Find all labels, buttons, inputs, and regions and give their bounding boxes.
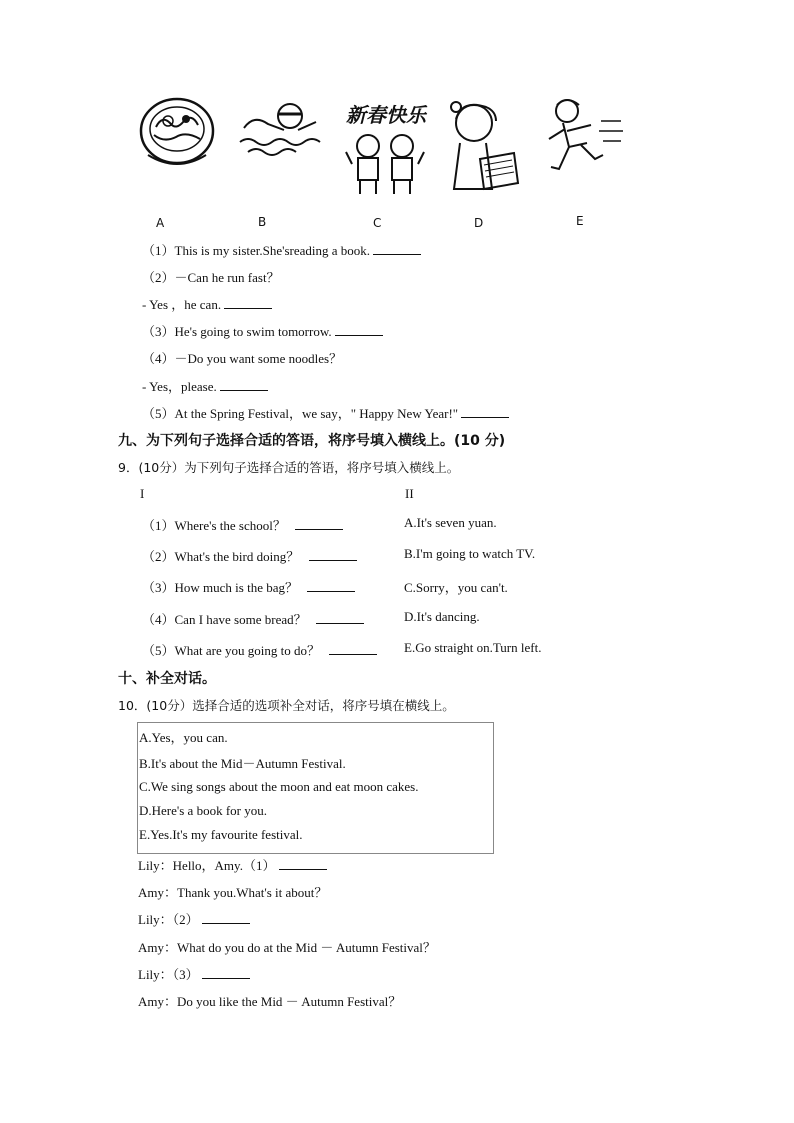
- boy-running-icon: [545, 97, 627, 179]
- dialogue-option: C.We sing songs about the moon and eat moon cakes.: [139, 779, 419, 794]
- answer-blank[interactable]: [373, 242, 421, 255]
- section-9-intro: 9．(10分）为下列句子选择合适的答语，将序号填入横线上。: [118, 460, 460, 475]
- section-10-intro: 10．(10分）选择合适的选项补全对话，将序号填在横线上。: [118, 698, 455, 713]
- question-2b: [142, 294, 272, 313]
- answer-blank[interactable]: [316, 611, 364, 624]
- dialogue-line: [138, 964, 250, 983]
- answer-blank[interactable]: [309, 548, 357, 561]
- answer-blank[interactable]: [461, 405, 509, 418]
- dialogue-option: E.Yes.It's my favourite festival.: [139, 827, 303, 842]
- picture-label-a: A: [156, 216, 165, 230]
- question-3-text: （3）He's going to swim tomorrow.: [142, 324, 332, 339]
- dialogue-line: [138, 991, 401, 1010]
- question-4b: [142, 376, 268, 395]
- answer-blank[interactable]: [224, 296, 272, 309]
- match-question: [142, 577, 355, 596]
- answer-blank[interactable]: [307, 579, 355, 592]
- answer-blank[interactable]: [202, 966, 250, 979]
- question-3: [142, 321, 383, 340]
- answer-blank[interactable]: [335, 323, 383, 336]
- answer-blank[interactable]: [279, 857, 327, 870]
- match-answer: E.Go straight on.Turn left.: [404, 640, 542, 655]
- section-9-heading: 九、为下列句子选择合适的答语，将序号填入横线上。(10 分): [118, 433, 506, 449]
- match-question: [142, 609, 364, 628]
- picture-label-b: B: [258, 215, 267, 229]
- match-question-text: （2）What's the bird doing？: [142, 549, 300, 564]
- column-2-label: II: [405, 486, 414, 501]
- swimmer-icon: [238, 100, 324, 162]
- match-question-text: （1）Where's the school？: [142, 518, 286, 533]
- question-5: [142, 403, 509, 422]
- dialogue-line-text: Amy：Thank you.What's it about？: [138, 885, 328, 900]
- svg-text:新春快乐: 新春快乐: [346, 103, 426, 127]
- dialogue-line-text: Amy：Do you like the Mid － Autumn Festival？: [138, 994, 402, 1009]
- picture-label-c: C: [373, 216, 382, 230]
- match-answer: D.It's dancing.: [404, 609, 480, 624]
- dialogue-line: [138, 855, 327, 874]
- dialogue-option: B.It's about the Mid－Autumn Festival.: [139, 756, 346, 771]
- match-question-text: （3）How much is the bag？: [142, 580, 298, 595]
- dialogue-line-text: Lily：（3）: [138, 967, 199, 982]
- dialogue-option: A.Yes，you can.: [139, 730, 228, 745]
- picture-label-d: D: [474, 216, 484, 230]
- question-5-text: （5）At the Spring Festival，we say，" Happy New Year!": [142, 406, 459, 421]
- dialogue-line-text: Lily：（2）: [138, 912, 199, 927]
- question-1: [142, 240, 421, 259]
- dialogue-line-text: Amy：What do you do at the Mid － Autumn Festival？: [138, 940, 436, 955]
- dialogue-line: [138, 937, 436, 956]
- question-2a: [142, 267, 280, 286]
- answer-blank[interactable]: [202, 911, 250, 924]
- answer-blank[interactable]: [295, 517, 343, 530]
- dialogue-line: [138, 909, 250, 928]
- noodle-bowl-icon: [138, 97, 216, 169]
- answer-blank[interactable]: [220, 378, 268, 391]
- question-1-text: （1）This is my sister.She'sreading a book.: [142, 243, 371, 258]
- match-question: [142, 640, 377, 659]
- column-1-label: I: [140, 486, 145, 501]
- match-answer: A.It's seven yuan.: [404, 515, 497, 530]
- match-question: [142, 546, 357, 565]
- question-2a-text: （2）－Can he run fast？: [142, 270, 280, 285]
- question-4b-text: - Yes，please.: [142, 379, 217, 394]
- question-4a-text: （4）－Do you want some noodles？: [142, 351, 343, 366]
- girl-reading-icon: [446, 97, 522, 195]
- match-question: [142, 515, 343, 534]
- spring-festival-kids-icon: [340, 98, 432, 198]
- match-answer: C.Sorry，you can't.: [404, 580, 508, 595]
- match-answer: B.I'm going to watch TV.: [404, 546, 536, 561]
- dialogue-line-text: Lily：Hello，Amy.（1）: [138, 858, 276, 873]
- question-4a: [142, 348, 342, 367]
- dialogue-line: [138, 882, 327, 901]
- section-10-heading: 十、补全对话。: [118, 671, 216, 687]
- picture-label-e: E: [576, 214, 584, 228]
- question-2b-text: - Yes ，he can.: [142, 297, 222, 312]
- dialogue-option: D.Here's a book for you.: [139, 803, 267, 818]
- match-question-text: （4）Can I have some bread？: [142, 612, 307, 627]
- match-question-text: （5）What are you going to do？: [142, 643, 320, 658]
- answer-blank[interactable]: [329, 642, 377, 655]
